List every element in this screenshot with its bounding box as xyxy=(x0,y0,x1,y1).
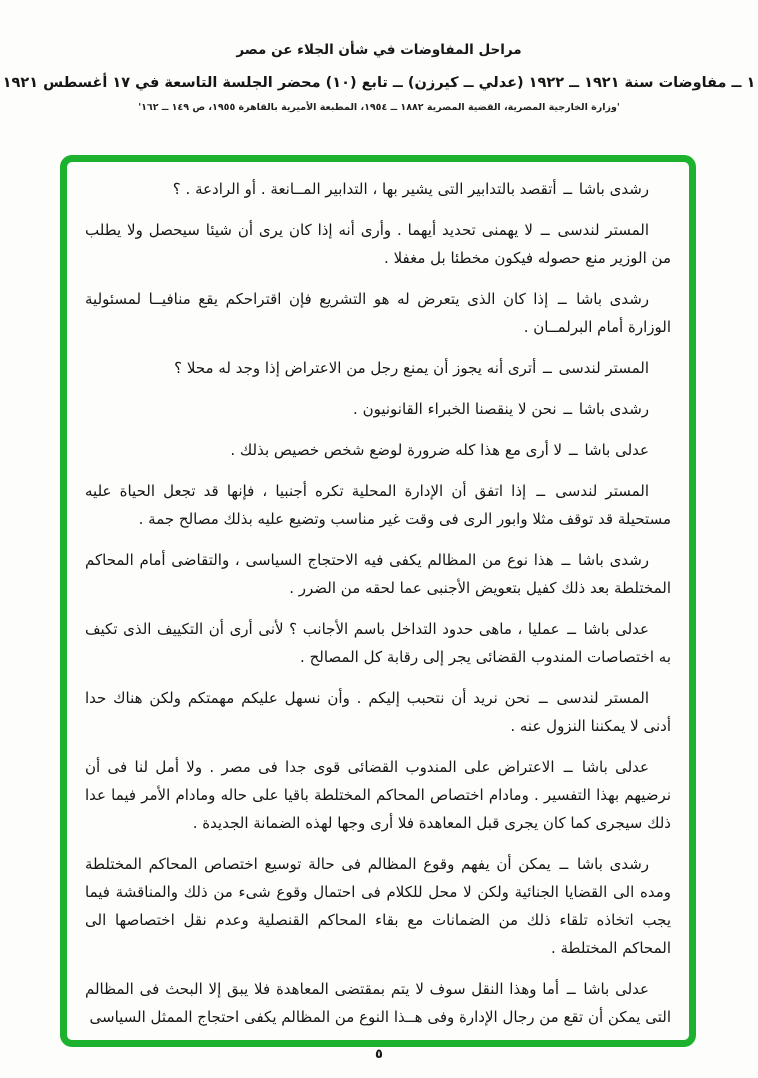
transcript-paragraph xyxy=(85,285,671,341)
speaker-name: المستر لندسى xyxy=(557,221,649,239)
paragraph-text: يمكن أن يفهم وقوع المظالم فى حالة توسيع اختصاص المحاكم المختلطة ومده الى القضايا الجنائية ولكن لا محل للكلام فى احتمال وقوع شىء من ذلك والمناقشة فيما يجب اتخاذه تلقاء ذلك من الضمانات مع بقاء المحاكم القنصلية وعدم نقل اختصاصها الى المحاكم المختلطة . xyxy=(85,855,671,957)
speaker-separator: ــ xyxy=(550,290,575,308)
speaker-separator: ــ xyxy=(531,689,555,707)
paragraph-text: إذا كان الذى يتعرض له هو التشريع فإن اقتراحكم يقع منافيــا لمسئولية الوزارة أمام البرلمــان . xyxy=(85,290,671,336)
transcript-paragraph xyxy=(85,615,671,671)
speaker-name: المستر لندسى xyxy=(556,689,650,707)
page-number: ٥ xyxy=(375,1047,383,1062)
speaker-name: رشدى باشا xyxy=(577,855,650,873)
page-subtitle: ١ ــ مفاوضات سنة ١٩٢١ ــ ١٩٢٢ (عدلي ــ كيرزن) ــ تابع (١٠) محضر الجلسة التاسعة في ١٧ أغسطس ١٩٢١ xyxy=(2,75,756,91)
transcript-paragraph xyxy=(85,975,671,1031)
speaker-name: المستر لندسى xyxy=(558,359,649,377)
paragraph-text: لا أرى مع هذا كله ضرورة لوضع شخص خصيص بذلك . xyxy=(230,441,563,459)
speaker-separator: ــ xyxy=(564,441,583,459)
transcript xyxy=(85,175,671,1031)
transcript-paragraph xyxy=(85,436,671,464)
transcript-paragraph xyxy=(85,175,671,203)
speaker-name: عدلى باشا xyxy=(584,441,649,459)
transcript-paragraph xyxy=(85,546,671,602)
speaker-separator: ــ xyxy=(555,551,576,569)
paragraph-text: أترى أنه يجوز أن يمنع رجل من الاعتراض إذا وجد له محلا ؟ xyxy=(174,359,537,377)
speaker-name: رشدى باشا xyxy=(576,290,650,308)
paragraph-text: نحن لا ينقصنا الخبراء القانونيون . xyxy=(353,400,557,418)
paragraph-text: أما وهذا النقل سوف لا يتم بمقتضى المعاهدة فلا يبق إلا البحث فى المظالم التى يمكن أن تقع من رجال الإدارة وفى هــذا النوع من المظالم يكفى احتجاج الممثل السياسى xyxy=(85,980,671,1026)
speaker-name: رشدى باشا xyxy=(578,180,649,198)
speaker-separator: ــ xyxy=(558,180,577,198)
paragraph-text: إذا اتفق أن الإدارة المحلية تكره أجنبيا ، فإنها قد تجعل الحياة عليه مستحيلة قد توقف مثلا وابور الرى فى وقت غير مناسب وتضيع عليه بذلك مصالح جمة . xyxy=(85,482,671,528)
transcript-paragraph xyxy=(85,684,671,740)
transcript-paragraph xyxy=(85,477,671,533)
paragraph-text: نحن نريد أن نتحبب إليكم . وأن نسهل عليكم مهمتكم ولكن هناك حدا أدنى لا يمكننا النزول عنه . xyxy=(85,689,671,735)
document-header xyxy=(0,42,758,113)
paragraph-text: الاعتراض على المندوب القضائى قوى جدا فى مصر . ولا أمل لنا فى أن نرضيهم بهذا التفسير . ومادام اختصاص المحاكم المختلطة باقيا على حاله ومادام الأمر فيما عدا ذلك سيجرى كما كان يجرى قبل المعاهدة فلا أرى وجها لهذه الضمانة الجديدة . xyxy=(85,758,671,832)
paragraph-text: هذا نوع من المظالم يكفى فيه الاحتجاج السياسى ، والتقاضى أمام المحاكم المختلطة بعد ذلك كفيل بتعويض الأجنبى عما لحقه من الضرر . xyxy=(85,551,671,597)
speaker-separator: ــ xyxy=(558,400,577,418)
paragraph-text: لا يهمنى تحديد أيهما . وأرى أنه إذا كان يرى أن شيئا سيحصل ولا يطلب من الوزير منع حصوله فيكون مخطئا بل مغفلا . xyxy=(85,221,671,267)
highlight-box xyxy=(60,155,696,1047)
speaker-name: عدلى باشا xyxy=(583,620,650,638)
paragraph-text: عمليا ، ماهى حدود التداخل باسم الأجانب ؟ لأنى أرى أن التكييف الذى تكيف به اختصاصات المندوب القضائى يجر إلى رقابة كل المصالح . xyxy=(85,620,671,666)
transcript-paragraph xyxy=(85,850,671,962)
speaker-separator: ــ xyxy=(556,758,580,776)
speaker-separator: ــ xyxy=(528,482,554,500)
speaker-separator: ــ xyxy=(534,221,556,239)
speaker-separator: ــ xyxy=(561,620,582,638)
page-title: مراحل المفاوضات في شأن الجلاء عن مصر xyxy=(236,42,522,58)
speaker-separator: ــ xyxy=(538,359,557,377)
speaker-name: رشدى باشا xyxy=(578,400,649,418)
speaker-name: عدلى باشا xyxy=(581,758,649,776)
transcript-paragraph xyxy=(85,216,671,272)
speaker-separator: ــ xyxy=(561,980,582,998)
speaker-separator: ــ xyxy=(552,855,575,873)
source-citation: 'وزارة الخارجية المصرية، القضية المصرية ١٨٨٢ ــ ١٩٥٤، المطبعة الأميرية بالقاهرة ١٩٥٥، ص ١٤٩ ــ ١٦٢' xyxy=(138,102,620,113)
paragraph-text: أتقصد بالتدابير التى يشير بها ، التدابير المــانعة . أو الرادعة . ؟ xyxy=(172,180,557,198)
transcript-paragraph xyxy=(85,354,671,382)
transcript-paragraph xyxy=(85,395,671,423)
speaker-name: المستر لندسى xyxy=(555,482,650,500)
transcript-paragraph xyxy=(85,753,671,837)
speaker-name: عدلى باشا xyxy=(583,980,649,998)
speaker-name: رشدى باشا xyxy=(577,551,650,569)
